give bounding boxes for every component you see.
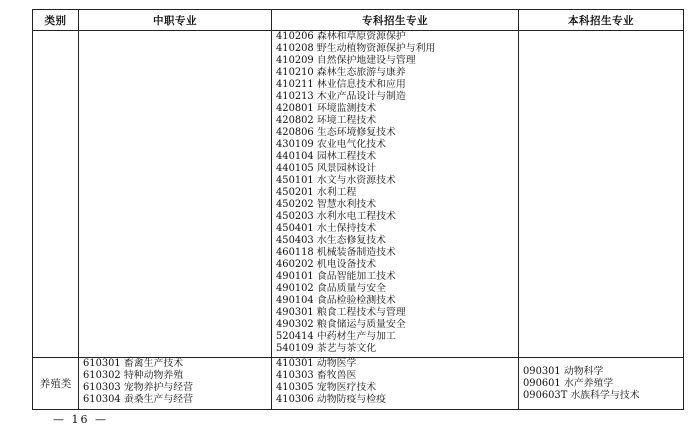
higher-vocational-major-cell <box>272 358 519 410</box>
secondary-major-cell <box>79 31 272 358</box>
major-entry: 490301 粮食工程技术与管理 <box>276 307 406 318</box>
major-entry: 410303 畜牧兽医 <box>276 370 357 381</box>
major-entry: 440104 园林工程技术 <box>276 151 377 162</box>
major-entry: 520414 中药材生产与加工 <box>276 331 396 342</box>
major-entry: 430109 农业电气化技术 <box>276 139 386 150</box>
undergraduate-major-cell <box>519 31 684 358</box>
major-entry: 450401 水土保持技术 <box>276 223 377 234</box>
major-entry: 410208 野生动植物资源保护与利用 <box>276 43 436 54</box>
major-entry: 410306 动物防疫与检疫 <box>276 394 386 405</box>
header-secondary-major: 中职专业 <box>79 10 272 31</box>
major-entry: 410305 宠物医疗技术 <box>276 382 377 393</box>
table-row <box>33 31 684 358</box>
major-entry: 540109 茶艺与茶文化 <box>276 343 377 354</box>
major-entry: 090603T 水族科学与技术 <box>523 390 640 401</box>
major-entry: 490101 食品智能加工技术 <box>276 271 396 282</box>
major-entry: 610304 蚕桑生产与经营 <box>83 394 193 405</box>
higher-vocational-major-cell <box>272 31 519 358</box>
major-entry: 420802 环境工程技术 <box>276 115 377 126</box>
category-cell: 养殖类 <box>33 358 79 410</box>
major-entry: 460202 机电设备技术 <box>276 259 377 270</box>
major-entry: 410210 森林生态旅游与康养 <box>276 67 406 78</box>
major-list <box>519 358 683 402</box>
major-entry: 440105 风景园林设计 <box>276 163 377 174</box>
major-entry: 610303 宠物养护与经营 <box>83 382 193 393</box>
major-entry: 450203 水利水电工程技术 <box>276 211 396 222</box>
major-entry: 090301 动物科学 <box>523 366 604 377</box>
header-category: 类别 <box>33 10 79 31</box>
header-higher-vocational-major: 专科招生专业 <box>272 10 519 31</box>
major-list <box>272 358 518 406</box>
secondary-major-cell <box>79 358 272 410</box>
major-entry: 420806 生态环境修复技术 <box>276 127 396 138</box>
table-header-row <box>33 10 684 31</box>
category-cell <box>33 31 79 358</box>
page-number: — 16 — <box>53 413 108 426</box>
major-entry: 410301 动物医学 <box>276 358 357 369</box>
major-entry: 450403 水生态修复技术 <box>276 235 386 246</box>
header-undergraduate-major: 本科招生专业 <box>519 10 684 31</box>
undergraduate-major-cell <box>519 358 684 410</box>
major-list <box>272 31 518 355</box>
major-entry: 490104 食品检验检测技术 <box>276 295 396 306</box>
major-entry: 410213 木业产品设计与制造 <box>276 91 406 102</box>
table-row <box>33 358 684 410</box>
major-entry: 410211 林业信息技术和应用 <box>276 79 406 90</box>
major-entry: 450101 水文与水资源技术 <box>276 175 396 186</box>
major-entry: 090601 水产养殖学 <box>523 378 614 389</box>
major-entry: 410206 森林和草原资源保护 <box>276 31 406 42</box>
major-entry: 490102 食品质量与安全 <box>276 283 386 294</box>
major-entry: 410209 自然保护地建设与管理 <box>276 55 416 66</box>
major-entry: 490302 粮食储运与质量安全 <box>276 319 406 330</box>
major-entry: 450202 智慧水利技术 <box>276 199 377 210</box>
major-entry: 450201 水利工程 <box>276 187 357 198</box>
major-list <box>79 358 271 406</box>
major-entry: 460118 机械装备制造技术 <box>276 247 396 258</box>
major-entry: 420801 环境监测技术 <box>276 103 377 114</box>
major-entry: 610301 畜禽生产技术 <box>83 358 184 369</box>
major-table <box>32 9 684 410</box>
major-entry: 610302 特种动物养殖 <box>83 370 184 381</box>
